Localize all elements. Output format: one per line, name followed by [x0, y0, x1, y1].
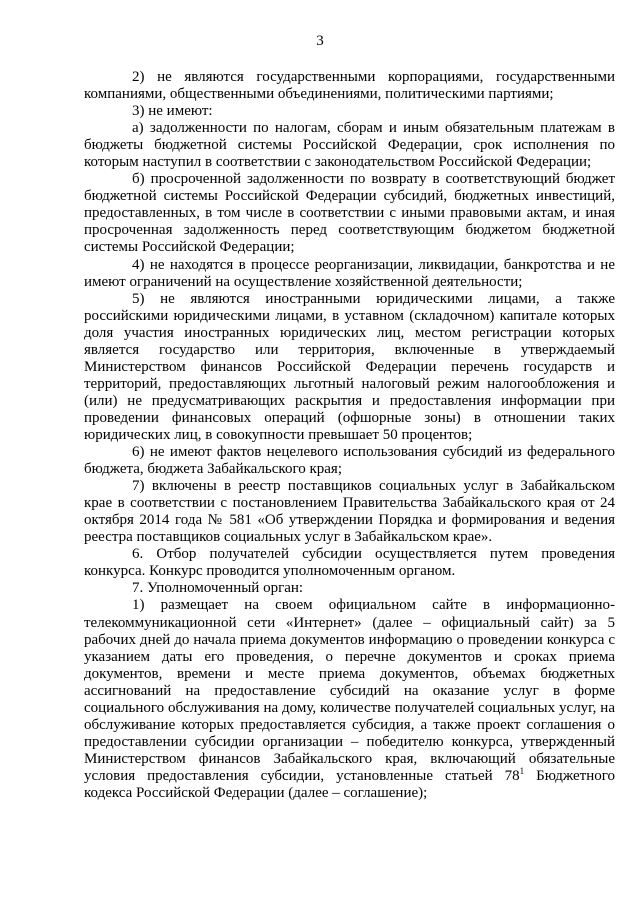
paragraph-last-tail: Бюджетного кодекса Российской Федерации (далее – соглашение);	[84, 767, 616, 801]
paragraph: 6) не имеют фактов нецелевого использования субсидий из федерального бюджета, бюджета Забайкальского края;	[84, 444, 615, 478]
paragraph: 7) включены в реестр поставщиков социальных услуг в Забайкальском крае в соответствии с постановлением Правительства Забайкальского края от 24 октября 2014 года № 581 «Об утверждении Порядка и формирования и ведения реестра поставщиков социальных услуг в Забайкальском крае».	[84, 478, 615, 546]
paragraph-last	[84, 597, 615, 802]
paragraph: а) задолженности по налогам, сборам и иным обязательным платежам в бюджеты бюджетной системы Российской Федерации, срок исполнения по которым наступил в соответствии с законодательством Российской Федерации;	[84, 120, 615, 171]
paragraph: 3) не имеют:	[132, 103, 213, 120]
paragraph: 4) не находятся в процессе реорганизации, ликвидации, банкротства и не имеют ограничений на осуществление хозяйственной деятельности;	[84, 256, 615, 290]
document-body	[84, 69, 615, 802]
paragraph: б) просроченной задолженности по возврату в соответствующий бюджет бюджетной системы Российской Федерации субсидий, бюджетных инвестиций, предоставленных, в том числе в соответствии с иными правовыми актам, и иная просроченная задолженность перед соответствующим бюджетом бюджетной системы Российской Федерации;	[84, 171, 615, 256]
paragraph: 6. Отбор получателей субсидии осуществляется путем проведения конкурса. Конкурс проводится уполномоченным органом.	[84, 546, 615, 580]
article-superscript: 1	[519, 765, 525, 776]
paragraph: 7. Уполномоченный орган:	[132, 580, 304, 597]
paragraph-last-main: 1) размещает на своем официальном сайте в информационно-телекоммуникационной сети «Интернет» (далее – официальный сайт) за 5 рабочих дней до начала приема документов информацию о проведении конкурса с указанием даты его проведения, о перечне документов и сроках приема документов, времени и месте приема документов, объемах бюджетных ассигнований на предоставление субсидий на оказание услуг в форме социального обслуживания на дому, количестве получателей социальных услуг, на обслуживание которых предоставляется субсидия, а также проект соглашения о предоставлении субсидии организации – победителю конкурса, утвержденный Министерством финансов Забайкальского края, включающий обязательные условия предоставления субсидии, установленные статьей 78	[84, 597, 615, 784]
paragraph: 5) не являются иностранными юридическими лицами, а также российскими юридическими лицами, в уставном (складочном) капитале которых доля участия иностранных юридических лиц, местом регистрации которых является государство или территория, включенные в утверждаемый Министерством финансов Российской Федерации перечень государств и территорий, предоставляющих льготный налоговый режим налогообложения и (или) не предусматривающих раскрытия и предоставления информации при проведении финансовых операций (офшорные зоны) в отношении таких юридических лиц, в совокупности превышает 50 процентов;	[84, 290, 615, 443]
paragraph: 2) не являются государственными корпорациями, государственными компаниями, общественными объединениями, политическими партиями;	[84, 69, 615, 103]
page-number: 3	[316, 33, 324, 49]
